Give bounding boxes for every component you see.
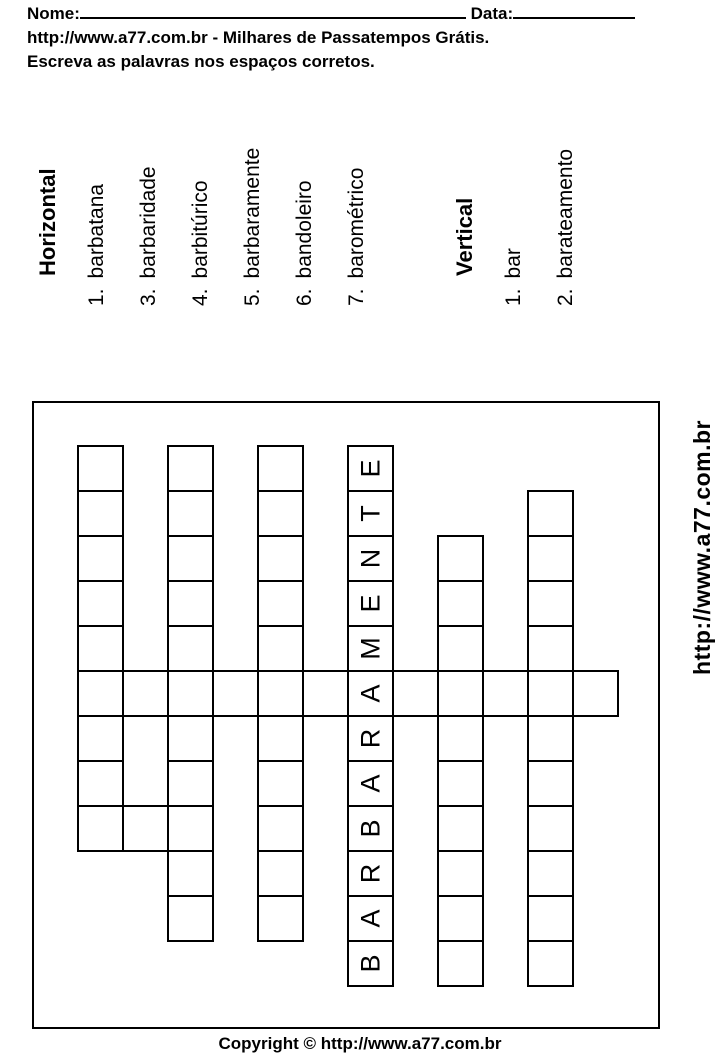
crossword-cell[interactable]	[78, 491, 123, 536]
crossword-cell[interactable]	[303, 671, 348, 716]
horizontal-clue: 4.barbitúrico	[189, 180, 212, 306]
cell-letter: E	[355, 594, 386, 613]
crossword-cell[interactable]	[258, 671, 303, 716]
crossword-cell[interactable]	[168, 581, 213, 626]
cell-letter: E	[355, 459, 386, 478]
crossword-cell[interactable]	[213, 671, 258, 716]
crossword-cell[interactable]	[78, 446, 123, 491]
cell-letter: R	[355, 728, 386, 749]
crossword-cell[interactable]	[78, 536, 123, 581]
crossword-cell[interactable]	[258, 806, 303, 851]
date-label: Data:	[470, 4, 514, 23]
crossword-cell[interactable]	[438, 851, 483, 896]
crossword-cell[interactable]	[78, 806, 123, 851]
crossword-cell[interactable]	[528, 941, 573, 986]
crossword-cell[interactable]	[393, 671, 438, 716]
crossword-cell[interactable]	[168, 761, 213, 806]
crossword-cell[interactable]	[168, 446, 213, 491]
crossword-cell[interactable]	[528, 806, 573, 851]
crossword-cell[interactable]	[438, 581, 483, 626]
sidebar-url[interactable]: http://www.a77.com.br	[689, 419, 715, 675]
horizontal-title: Horizontal	[35, 168, 60, 276]
crossword-cell[interactable]	[168, 536, 213, 581]
crossword-cell[interactable]	[258, 446, 303, 491]
crossword-cell[interactable]	[168, 716, 213, 761]
cell-letter: A	[355, 684, 386, 703]
crossword-cell[interactable]	[168, 626, 213, 671]
crossword-cell[interactable]	[438, 896, 483, 941]
crossword-cell[interactable]	[438, 626, 483, 671]
horizontal-clue: 5.barbaramente	[241, 147, 264, 306]
instruction-line: Escreva as palavras nos espaços corretos.	[27, 52, 375, 71]
copyright: Copyright © http://www.a77.com.br	[218, 1034, 502, 1053]
vertical-title: Vertical	[452, 197, 477, 276]
crossword-cell[interactable]	[258, 491, 303, 536]
crossword-cell[interactable]	[168, 896, 213, 941]
cell-letter: B	[355, 954, 386, 973]
horizontal-clue: 1.barbatana	[85, 183, 108, 306]
crossword-cell[interactable]	[528, 851, 573, 896]
crossword-cell[interactable]	[438, 941, 483, 986]
cell-letter: A	[355, 909, 386, 928]
crossword-cell[interactable]	[168, 671, 213, 716]
crossword-cell[interactable]	[78, 581, 123, 626]
crossword-cell[interactable]	[528, 581, 573, 626]
crossword-cell[interactable]	[123, 671, 168, 716]
cell-letter: A	[355, 774, 386, 793]
cell-letter: R	[355, 863, 386, 884]
crossword-cell[interactable]	[78, 671, 123, 716]
cell-letter: B	[355, 819, 386, 838]
crossword-cell[interactable]	[438, 761, 483, 806]
crossword-cell[interactable]	[438, 806, 483, 851]
crossword-cell[interactable]	[258, 626, 303, 671]
cell-letter: N	[355, 548, 386, 569]
crossword-cell[interactable]	[168, 491, 213, 536]
crossword-cell[interactable]	[438, 536, 483, 581]
crossword-cell[interactable]	[258, 581, 303, 626]
crossword-cell[interactable]	[78, 626, 123, 671]
horizontal-clue: 7.barométrico	[345, 167, 368, 306]
vertical-clue: 2.barateamento	[554, 148, 577, 306]
crossword-cell[interactable]	[258, 536, 303, 581]
crossword-cell[interactable]	[528, 491, 573, 536]
crossword-cell[interactable]	[168, 806, 213, 851]
cell-letter: T	[355, 505, 386, 522]
crossword-cell[interactable]	[438, 671, 483, 716]
crossword-cell[interactable]	[123, 806, 168, 851]
site-line: http://www.a77.com.br - Milhares de Passatempos Grátis.	[27, 28, 490, 47]
crossword-cell[interactable]	[258, 716, 303, 761]
crossword-cell[interactable]	[258, 896, 303, 941]
crossword-cell[interactable]	[483, 671, 528, 716]
name-label: Nome:	[27, 4, 80, 23]
horizontal-clue: 6.bandoleiro	[293, 180, 316, 306]
crossword-cell[interactable]	[528, 716, 573, 761]
crossword-cell[interactable]	[258, 851, 303, 896]
crossword-cell[interactable]	[528, 671, 573, 716]
horizontal-clue: 3.barbaridade	[137, 166, 160, 306]
crossword-cell[interactable]	[573, 671, 618, 716]
crossword-cell[interactable]	[258, 761, 303, 806]
crossword-cell[interactable]	[528, 626, 573, 671]
crossword-cell[interactable]	[78, 716, 123, 761]
crossword-cell[interactable]	[528, 761, 573, 806]
vertical-clue: 1.bar	[502, 248, 525, 306]
crossword-cell[interactable]	[528, 896, 573, 941]
crossword-cell[interactable]	[438, 716, 483, 761]
crossword-cell[interactable]	[168, 851, 213, 896]
crossword-cell[interactable]	[78, 761, 123, 806]
crossword-cell[interactable]	[528, 536, 573, 581]
cell-letter: M	[355, 637, 386, 660]
